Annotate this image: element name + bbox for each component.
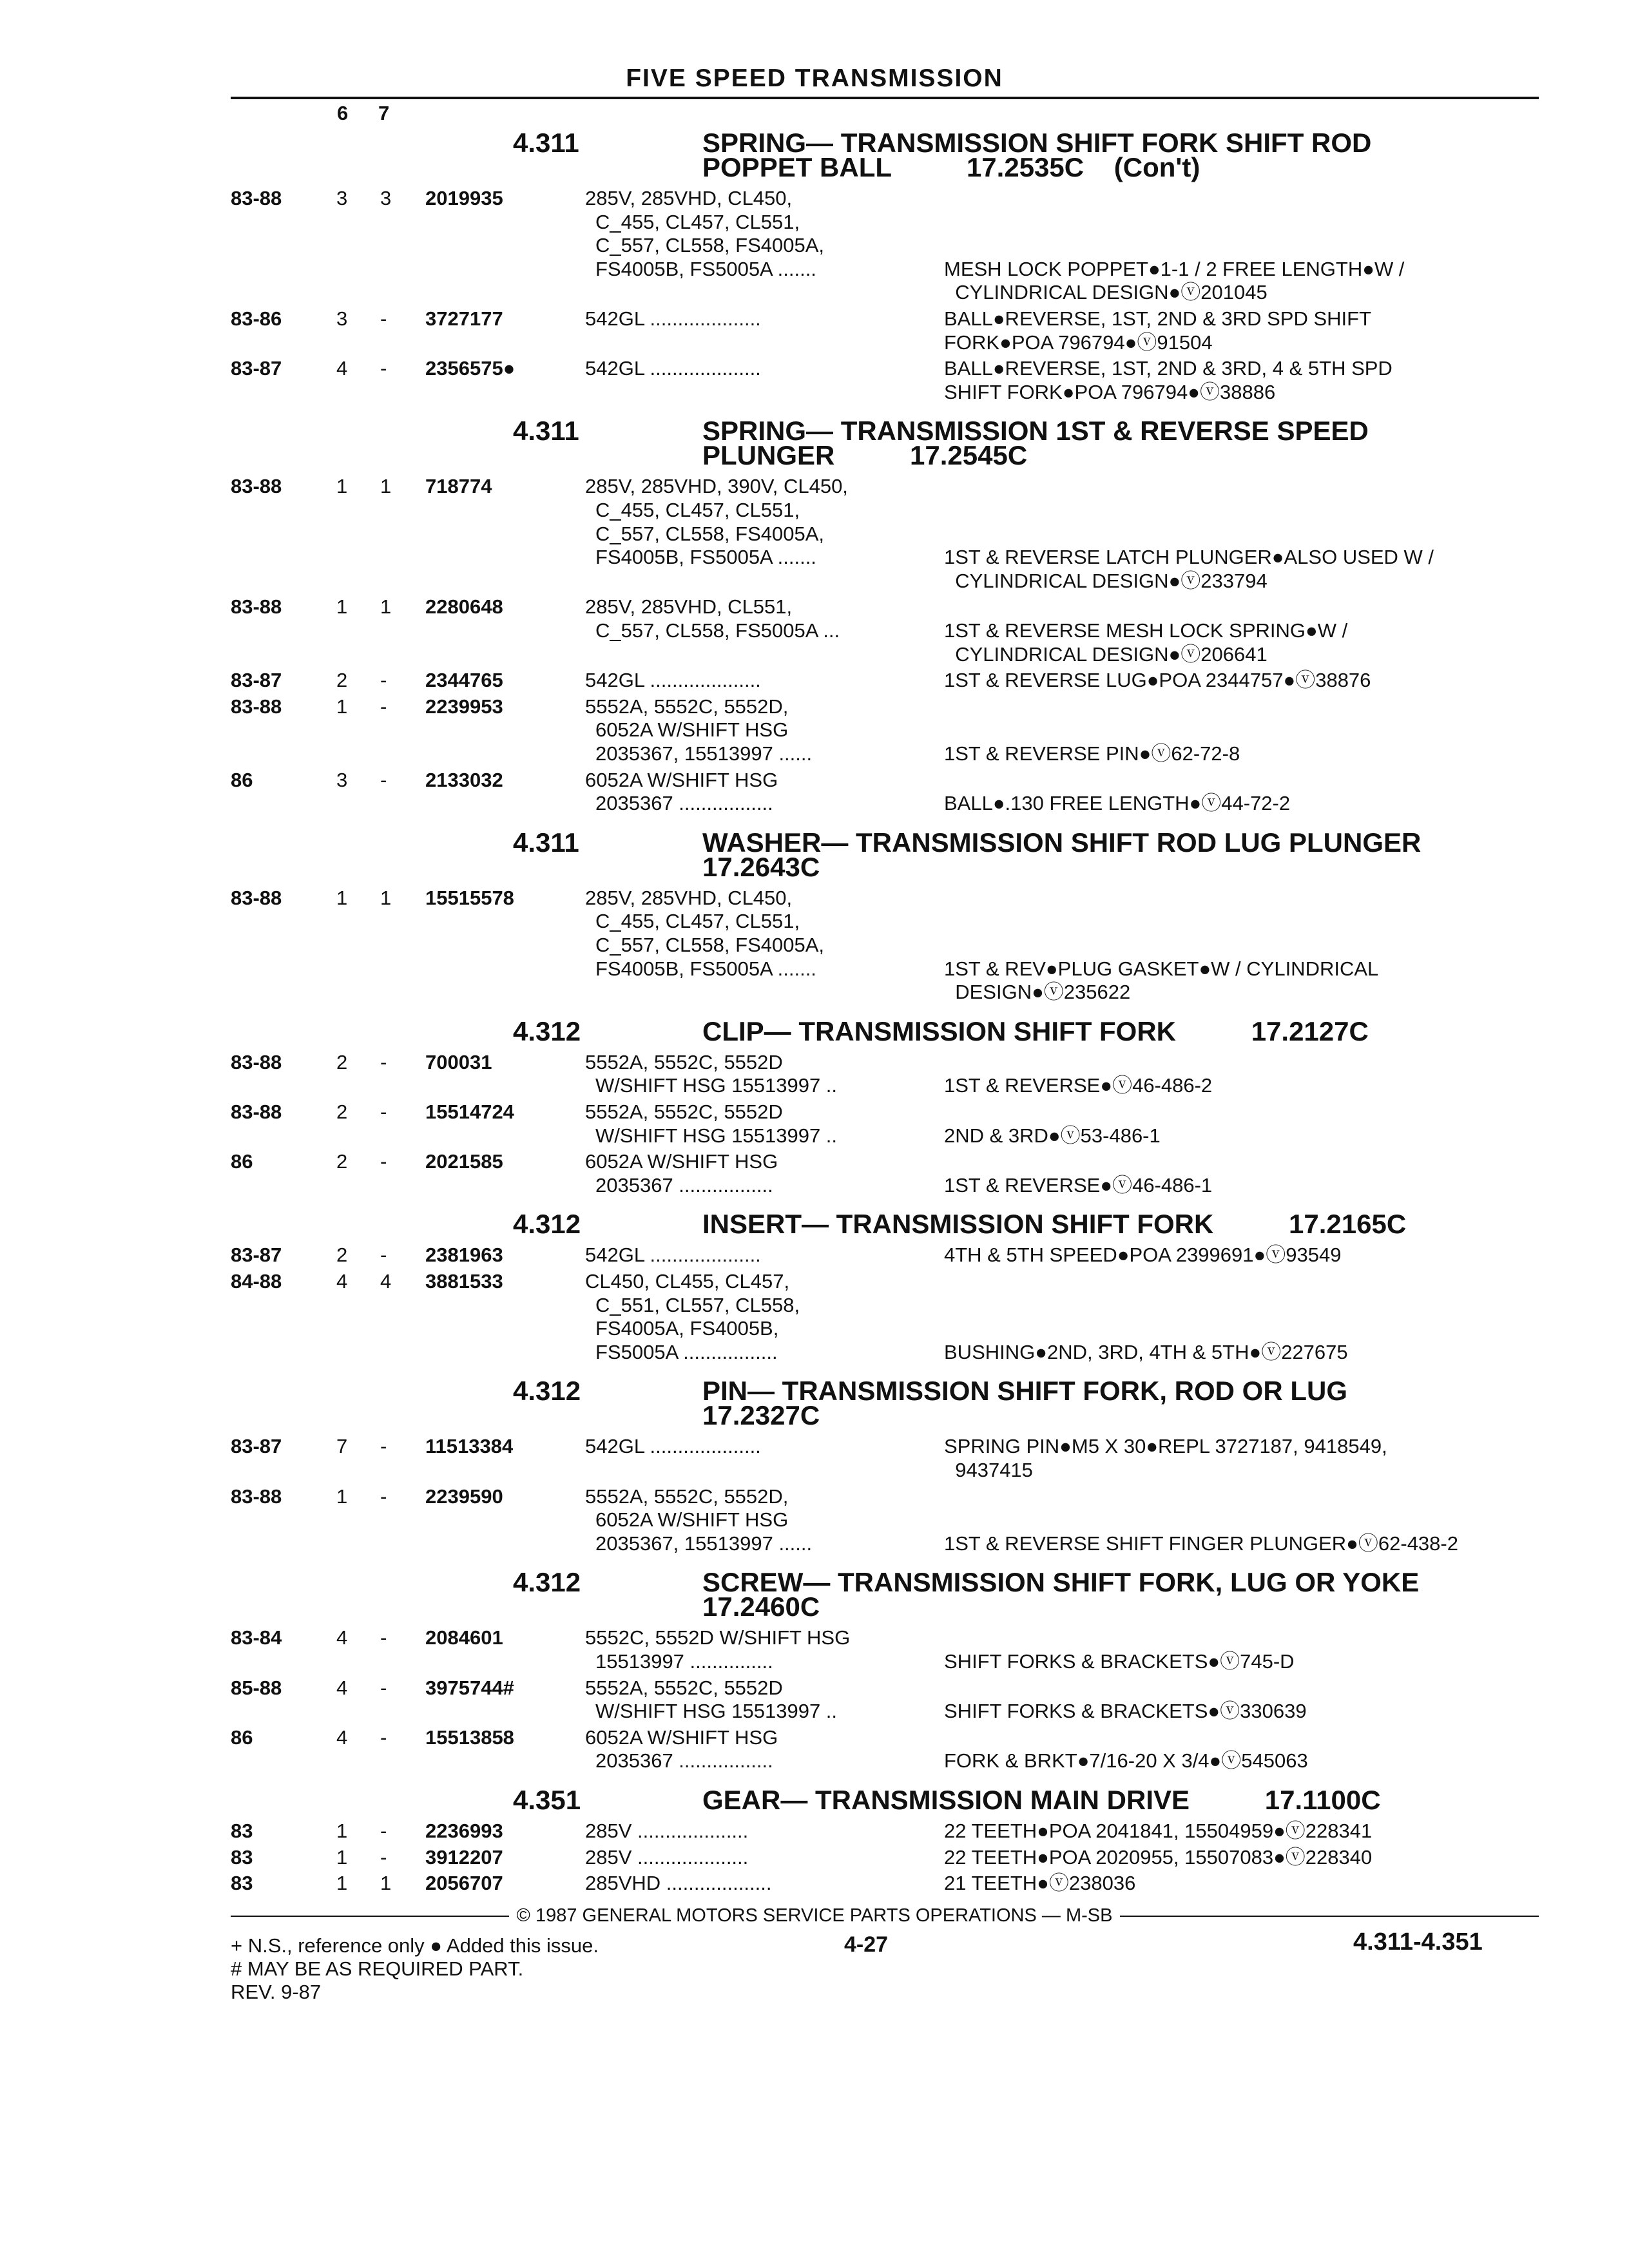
description-line: BALL●REVERSE, 1ST, 2ND & 3RD SPD SHIFT: [944, 307, 1372, 330]
description-line: FORK & BRKT●7/16-20 X 3/4●ⓥ545063: [944, 1749, 1308, 1773]
qty-6: 1: [336, 595, 348, 619]
qty-col-header-6: 6: [337, 102, 349, 124]
model-years: 83-88: [231, 1485, 282, 1508]
qty-6: 1: [336, 1845, 348, 1869]
description-line: 1ST & REVERSE LUG●POA 2344757●ⓥ38876: [944, 669, 1371, 692]
description-line: 1ST & REVERSE PIN●ⓥ62-72-8: [944, 742, 1240, 765]
application-line: 542GL ....................: [585, 357, 761, 380]
section-title: INSERT— TRANSMISSION SHIFT FORK 17.2165C: [702, 1209, 1407, 1240]
qty-7: -: [380, 1820, 387, 1842]
model-years: 83-87: [231, 669, 282, 692]
section-title: WASHER— TRANSMISSION SHIFT ROD LUG PLUNGER: [702, 827, 1422, 858]
qty-7: -: [380, 1100, 387, 1123]
qty-6: 3: [336, 768, 348, 791]
qty-7: 1: [380, 475, 392, 498]
section-number: 4.311: [513, 416, 579, 447]
description-line: 1ST & REVERSE LATCH PLUNGER●ALSO USED W /: [944, 546, 1434, 569]
description-line: MESH LOCK POPPET●1-1 / 2 FREE LENGTH●W /: [944, 257, 1405, 280]
qty-7: -: [380, 1244, 387, 1267]
description-line: 2ND & 3RD●ⓥ53-486-1: [944, 1124, 1161, 1147]
qty-6: 4: [336, 1270, 348, 1293]
qty-6: 4: [336, 357, 348, 380]
model-years: 83: [231, 1872, 253, 1895]
section-title: SPRING— TRANSMISSION 1ST & REVERSE SPEED: [702, 416, 1369, 447]
qty-7: -: [380, 357, 387, 380]
qty-6: 3: [336, 187, 348, 209]
footnote-required: # MAY BE AS REQUIRED PART.: [231, 1957, 524, 1980]
qty-col-header-7: 7: [378, 102, 390, 124]
application-line: 285V, 285VHD, CL450,: [585, 187, 793, 209]
description-line: SPRING PIN●M5 X 30●REPL 3727187, 9418549,: [944, 1435, 1387, 1458]
application-line: 5552A, 5552C, 5552D: [585, 1100, 783, 1123]
description-line: FORK●POA 796794●ⓥ91504: [944, 331, 1213, 354]
part-number: 15515578: [425, 886, 514, 909]
description-line: DESIGN●ⓥ235622: [944, 981, 1131, 1004]
part-number: 2344765: [425, 669, 503, 692]
qty-7: -: [380, 768, 387, 791]
description-line: 1ST & REVERSE●ⓥ46-486-2: [944, 1074, 1213, 1097]
application-line: 5552A, 5552C, 5552D: [585, 1050, 783, 1073]
application-line: 5552A, 5552C, 5552D,: [585, 1485, 789, 1508]
model-years: 83-88: [231, 1050, 282, 1073]
model-years: 83-86: [231, 307, 282, 330]
qty-6: 1: [336, 1820, 348, 1842]
qty-7: -: [380, 1845, 387, 1869]
qty-6: 1: [336, 695, 348, 718]
application-line: C_455, CL457, CL551,: [595, 210, 800, 233]
application-line: W/SHIFT HSG 15513997 ..: [595, 1124, 838, 1147]
description-line: SHIFT FORK●POA 796794●ⓥ38886: [944, 380, 1276, 403]
model-years: 83-84: [231, 1626, 282, 1649]
footnote-ns: + N.S., reference only ● Added this issue.: [231, 1934, 599, 1957]
section-number: 4.311: [513, 128, 579, 158]
application-line: 5552A, 5552C, 5552D,: [585, 695, 789, 718]
part-number: 718774: [425, 475, 492, 498]
section-range: 4.311-4.351: [1353, 1928, 1483, 1956]
page-number: 4-27: [844, 1932, 889, 1957]
qty-7: 4: [380, 1270, 392, 1293]
application-line: 2035367, 15513997 ......: [595, 742, 813, 765]
application-line: 6052A W/SHIFT HSG: [595, 1508, 789, 1532]
model-years: 83-88: [231, 886, 282, 909]
application-line: 285V, 285VHD, 390V, CL450,: [585, 475, 848, 498]
part-number: 3881533: [425, 1270, 503, 1293]
model-years: 83-88: [231, 1100, 282, 1123]
application-line: 285V ....................: [585, 1820, 749, 1842]
application-line: 542GL ....................: [585, 307, 761, 330]
description-line: BUSHING●2ND, 3RD, 4TH & 5TH●ⓥ227675: [944, 1340, 1348, 1363]
qty-6: 1: [336, 475, 348, 498]
application-line: 2035367 .................: [595, 792, 773, 815]
part-number: 2133032: [425, 768, 503, 791]
part-number: 11513384: [425, 1435, 514, 1458]
description-line: BALL●REVERSE, 1ST, 2ND & 3RD, 4 & 5TH SPD: [944, 357, 1393, 380]
qty-6: 1: [336, 1485, 348, 1508]
model-years: 83-88: [231, 695, 282, 718]
page-title: FIVE SPEED TRANSMISSION: [626, 64, 1003, 92]
qty-6: 2: [336, 669, 348, 692]
part-number: 2236993: [425, 1820, 503, 1842]
description-line: 9437415: [944, 1459, 1033, 1481]
part-number: 2239590: [425, 1485, 503, 1508]
application-line: W/SHIFT HSG 15513997 ..: [595, 1074, 838, 1097]
qty-6: 2: [336, 1244, 348, 1267]
application-line: 542GL ....................: [585, 1244, 761, 1267]
section-number: 4.312: [513, 1015, 581, 1046]
qty-7: -: [380, 669, 387, 692]
part-number: 3912207: [425, 1845, 503, 1869]
application-line: C_557, CL558, FS4005A,: [595, 934, 825, 956]
section-number: 4.312: [513, 1209, 581, 1240]
section-number: 4.351: [513, 1785, 581, 1815]
section-number: 4.312: [513, 1567, 581, 1598]
qty-7: 1: [380, 886, 392, 909]
section-title: CLIP— TRANSMISSION SHIFT FORK 17.2127C: [702, 1015, 1369, 1046]
part-number: 15513858: [425, 1725, 514, 1749]
qty-7: 1: [380, 595, 392, 619]
qty-7: -: [380, 695, 387, 718]
part-number: 2021585: [425, 1150, 503, 1173]
description-line: 1ST & REV●PLUG GASKET●W / CYLINDRICAL: [944, 957, 1379, 980]
qty-7: -: [380, 1676, 387, 1699]
application-line: FS4005B, FS5005A .......: [595, 257, 816, 280]
model-years: 86: [231, 1150, 253, 1173]
description-line: 21 TEETH●ⓥ238036: [944, 1872, 1136, 1895]
part-number: 3975744#: [425, 1676, 514, 1699]
application-line: C_455, CL457, CL551,: [595, 499, 800, 521]
qty-7: -: [380, 1150, 387, 1173]
part-number: 2239953: [425, 695, 503, 718]
section-number: 4.311: [513, 827, 579, 858]
qty-7: -: [380, 307, 387, 330]
application-line: CL450, CL455, CL457,: [585, 1270, 790, 1293]
model-years: 83-87: [231, 1244, 282, 1267]
qty-7: -: [380, 1050, 387, 1073]
application-line: 6052A W/SHIFT HSG: [585, 1725, 778, 1749]
qty-7: 3: [380, 187, 392, 209]
qty-7: -: [380, 1435, 387, 1458]
application-line: C_557, CL558, FS5005A ...: [595, 619, 840, 642]
model-years: 86: [231, 768, 253, 791]
application-line: C_557, CL558, FS4005A,: [595, 522, 825, 545]
description-line: 1ST & REVERSE MESH LOCK SPRING●W /: [944, 619, 1348, 642]
part-number: 2084601: [425, 1626, 503, 1649]
application-line: 2035367, 15513997 ......: [595, 1532, 813, 1555]
application-line: 542GL ....................: [585, 669, 761, 692]
section-title: PIN— TRANSMISSION SHIFT FORK, ROD OR LUG: [702, 1376, 1348, 1407]
model-years: 86: [231, 1725, 253, 1749]
application-line: C_455, CL457, CL551,: [595, 910, 800, 933]
section-title: 17.2460C: [702, 1591, 820, 1622]
part-number: 2056707: [425, 1872, 503, 1895]
application-line: FS4005B, FS5005A .......: [595, 957, 816, 980]
model-years: 83-88: [231, 187, 282, 209]
description-line: 1ST & REVERSE●ⓥ46-486-1: [944, 1173, 1213, 1196]
description-line: CYLINDRICAL DESIGN●ⓥ201045: [944, 281, 1268, 304]
application-line: 2035367 .................: [595, 1749, 773, 1773]
qty-7: -: [380, 1725, 387, 1749]
application-line: 285VHD ...................: [585, 1872, 772, 1895]
description-line: 4TH & 5TH SPEED●POA 2399691●ⓥ93549: [944, 1244, 1342, 1267]
application-line: C_557, CL558, FS4005A,: [595, 234, 825, 257]
application-line: W/SHIFT HSG 15513997 ..: [595, 1700, 838, 1723]
model-years: 83-88: [231, 475, 282, 498]
qty-7: 1: [380, 1872, 392, 1895]
model-years: 85-88: [231, 1676, 282, 1699]
model-years: 83-87: [231, 1435, 282, 1458]
application-line: 2035367 .................: [595, 1173, 773, 1196]
application-line: FS4005B, FS5005A .......: [595, 546, 816, 569]
section-title: SCREW— TRANSMISSION SHIFT FORK, LUG OR YOKE: [702, 1567, 1420, 1598]
part-number: 2356575●: [425, 357, 516, 380]
qty-7: -: [380, 1626, 387, 1649]
application-line: 15513997 ...............: [595, 1650, 773, 1673]
part-number: 2019935: [425, 187, 503, 209]
qty-6: 1: [336, 886, 348, 909]
copyright-notice: © 1987 GENERAL MOTORS SERVICE PARTS OPERATIONS — M-SB: [509, 1905, 1121, 1926]
qty-6: 4: [336, 1626, 348, 1649]
application-line: 285V, 285VHD, CL551,: [585, 595, 793, 619]
application-line: 5552A, 5552C, 5552D: [585, 1676, 783, 1699]
application-line: 542GL ....................: [585, 1435, 761, 1458]
part-number: 3727177: [425, 307, 503, 330]
application-line: C_551, CL557, CL558,: [595, 1293, 800, 1316]
model-years: 83: [231, 1845, 253, 1869]
part-number: 2280648: [425, 595, 503, 619]
description-line: SHIFT FORKS & BRACKETS●ⓥ330639: [944, 1700, 1307, 1723]
qty-6: 2: [336, 1150, 348, 1173]
application-line: 6052A W/SHIFT HSG: [595, 718, 789, 742]
description-line: 22 TEETH●POA 2020955, 15507083●ⓥ228340: [944, 1845, 1373, 1869]
revision-date: REV. 9-87: [231, 1981, 322, 2003]
qty-6: 1: [336, 1872, 348, 1895]
model-years: 84-88: [231, 1270, 282, 1293]
description-line: CYLINDRICAL DESIGN●ⓥ233794: [944, 569, 1268, 592]
description-line: BALL●.130 FREE LENGTH●ⓥ44-72-2: [944, 792, 1291, 815]
description-line: 1ST & REVERSE SHIFT FINGER PLUNGER●ⓥ62-438-2: [944, 1532, 1458, 1555]
qty-6: 2: [336, 1050, 348, 1073]
section-title: 17.2327C: [702, 1400, 820, 1431]
application-line: FS5005A .................: [595, 1340, 778, 1363]
application-line: 5552C, 5552D W/SHIFT HSG: [585, 1626, 851, 1649]
header-rule: [231, 97, 1539, 99]
part-number: 15514724: [425, 1100, 514, 1123]
description-line: SHIFT FORKS & BRACKETS●ⓥ745-D: [944, 1650, 1295, 1673]
section-title: 17.2643C: [702, 851, 820, 882]
description-line: CYLINDRICAL DESIGN●ⓥ206641: [944, 642, 1268, 666]
model-years: 83-88: [231, 595, 282, 619]
section-title: PLUNGER 17.2545C: [702, 440, 1028, 471]
model-years: 83: [231, 1820, 253, 1842]
qty-6: 2: [336, 1100, 348, 1123]
application-line: FS4005A, FS4005B,: [595, 1317, 779, 1340]
qty-6: 4: [336, 1725, 348, 1749]
qty-6: 7: [336, 1435, 348, 1458]
section-title: POPPET BALL 17.2535C (Con't): [702, 152, 1200, 182]
section-number: 4.312: [513, 1376, 581, 1407]
application-line: 6052A W/SHIFT HSG: [585, 768, 778, 791]
qty-6: 3: [336, 307, 348, 330]
application-line: 285V, 285VHD, CL450,: [585, 886, 793, 909]
section-title: GEAR— TRANSMISSION MAIN DRIVE 17.1100C: [702, 1785, 1381, 1815]
qty-6: 4: [336, 1676, 348, 1699]
application-line: 6052A W/SHIFT HSG: [585, 1150, 778, 1173]
part-number: 700031: [425, 1050, 492, 1073]
description-line: 22 TEETH●POA 2041841, 15504959●ⓥ228341: [944, 1820, 1373, 1842]
part-number: 2381963: [425, 1244, 503, 1267]
model-years: 83-87: [231, 357, 282, 380]
section-title: SPRING— TRANSMISSION SHIFT FORK SHIFT ROD: [702, 128, 1372, 158]
qty-7: -: [380, 1485, 387, 1508]
application-line: 285V ....................: [585, 1845, 749, 1869]
